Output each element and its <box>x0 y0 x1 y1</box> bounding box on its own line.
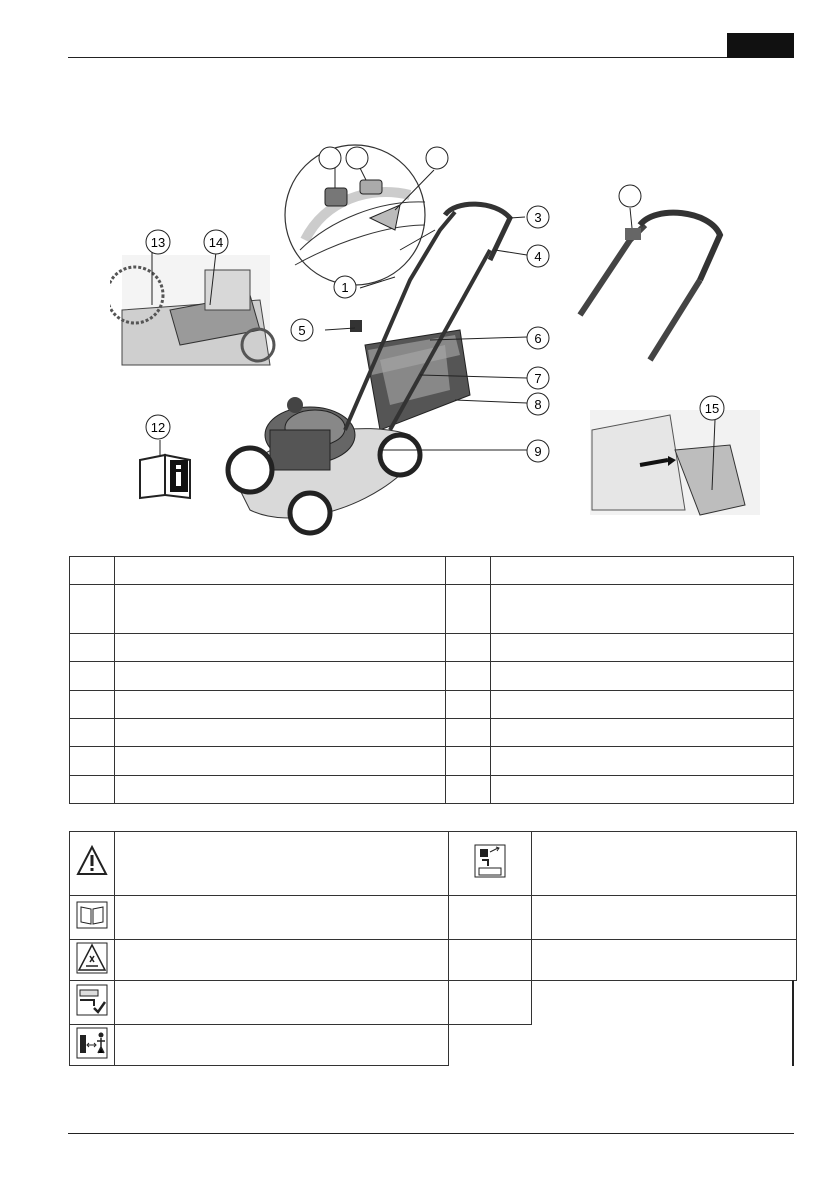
parts-cell <box>115 719 446 747</box>
callout-6 <box>527 327 549 349</box>
parts-cell <box>491 557 794 585</box>
disconnect-spark-plug-icon <box>474 844 506 878</box>
symbol-text-cell <box>115 940 449 981</box>
lawnmower-illustration <box>110 130 800 540</box>
symbol-cell <box>449 940 532 981</box>
symbol-cell <box>70 981 115 1025</box>
symbol-text-cell <box>532 896 797 940</box>
parts-cell <box>491 719 794 747</box>
svg-text:4: 4 <box>534 249 542 264</box>
callout-14 <box>204 230 228 254</box>
symbol-text-cell <box>532 940 797 981</box>
parts-cell <box>446 747 491 776</box>
symbol-text-cell <box>115 1025 449 1066</box>
svg-text:3: 3 <box>534 210 542 225</box>
svg-text:9: 9 <box>534 444 542 459</box>
parts-cell <box>491 776 794 804</box>
handle-inset <box>580 185 720 360</box>
svg-text:13: 13 <box>150 235 166 250</box>
parts-cell <box>70 719 115 747</box>
callout-9 <box>527 440 549 462</box>
parts-cell <box>70 634 115 662</box>
callout-7 <box>527 367 549 389</box>
mulch-plug-inset <box>590 410 760 515</box>
callout-12 <box>146 415 170 439</box>
margin-bar <box>792 980 794 1066</box>
parts-cell <box>446 691 491 719</box>
header-rule <box>68 57 794 58</box>
svg-text:6: 6 <box>534 331 542 346</box>
parts-cell <box>446 719 491 747</box>
parts-cell <box>491 634 794 662</box>
symbol-cell <box>70 1025 115 1066</box>
svg-text:8: 8 <box>534 397 542 412</box>
parts-cell <box>491 585 794 634</box>
manual-book-icon <box>140 440 190 498</box>
symbol-table <box>69 831 797 1066</box>
svg-text:12: 12 <box>150 420 166 435</box>
callout-8 <box>527 393 549 415</box>
svg-text:5: 5 <box>298 323 306 338</box>
thrown-objects-hazard-icon <box>76 942 108 974</box>
parts-cell <box>70 662 115 691</box>
callout-5 <box>291 319 313 341</box>
svg-text:14: 14 <box>208 235 224 250</box>
parts-cell <box>446 557 491 585</box>
parts-cell <box>115 585 446 634</box>
check-parts-icon <box>76 984 108 1016</box>
parts-cell <box>70 585 115 634</box>
symbol-cell <box>70 896 115 940</box>
parts-cell <box>446 776 491 804</box>
symbol-text-cell <box>115 981 449 1025</box>
read-manual-icon <box>76 901 108 929</box>
parts-cell <box>491 662 794 691</box>
parts-cell <box>446 662 491 691</box>
keep-distance-icon <box>76 1027 108 1059</box>
symbol-text-cell <box>115 896 449 940</box>
symbol-cell <box>70 940 115 981</box>
svg-text:7: 7 <box>534 371 542 386</box>
parts-cell <box>115 691 446 719</box>
warning-triangle-icon <box>76 845 108 877</box>
parts-cell <box>70 776 115 804</box>
callout-15 <box>700 396 724 420</box>
parts-table <box>69 556 794 804</box>
parts-cell <box>446 634 491 662</box>
symbol-text-cell <box>115 832 449 896</box>
footer-rule <box>68 1133 794 1134</box>
parts-cell <box>70 747 115 776</box>
symbol-empty <box>532 1025 797 1066</box>
parts-cell <box>115 634 446 662</box>
parts-cell <box>446 585 491 634</box>
callout-4 <box>527 245 549 267</box>
svg-text:15: 15 <box>704 401 720 416</box>
callout-1 <box>334 276 356 298</box>
parts-cell <box>491 747 794 776</box>
callout-3 <box>527 206 549 228</box>
parts-cell <box>115 662 446 691</box>
symbol-cell <box>449 832 532 896</box>
parts-cell <box>491 691 794 719</box>
symbol-empty <box>449 1025 532 1066</box>
language-tab <box>727 33 794 58</box>
parts-cell <box>115 776 446 804</box>
parts-cell <box>70 691 115 719</box>
parts-cell <box>70 557 115 585</box>
svg-text:1: 1 <box>341 280 349 295</box>
symbol-text-cell <box>532 832 797 896</box>
symbol-cell <box>449 981 532 1025</box>
symbol-empty <box>532 981 797 1025</box>
parts-cell <box>115 747 446 776</box>
handle-detail-circle <box>285 145 448 285</box>
callout-13 <box>146 230 170 254</box>
grassbox-inset <box>110 250 274 365</box>
symbol-table-edge <box>528 1024 529 1025</box>
symbol-cell <box>449 896 532 940</box>
symbol-cell <box>70 832 115 896</box>
parts-cell <box>115 557 446 585</box>
